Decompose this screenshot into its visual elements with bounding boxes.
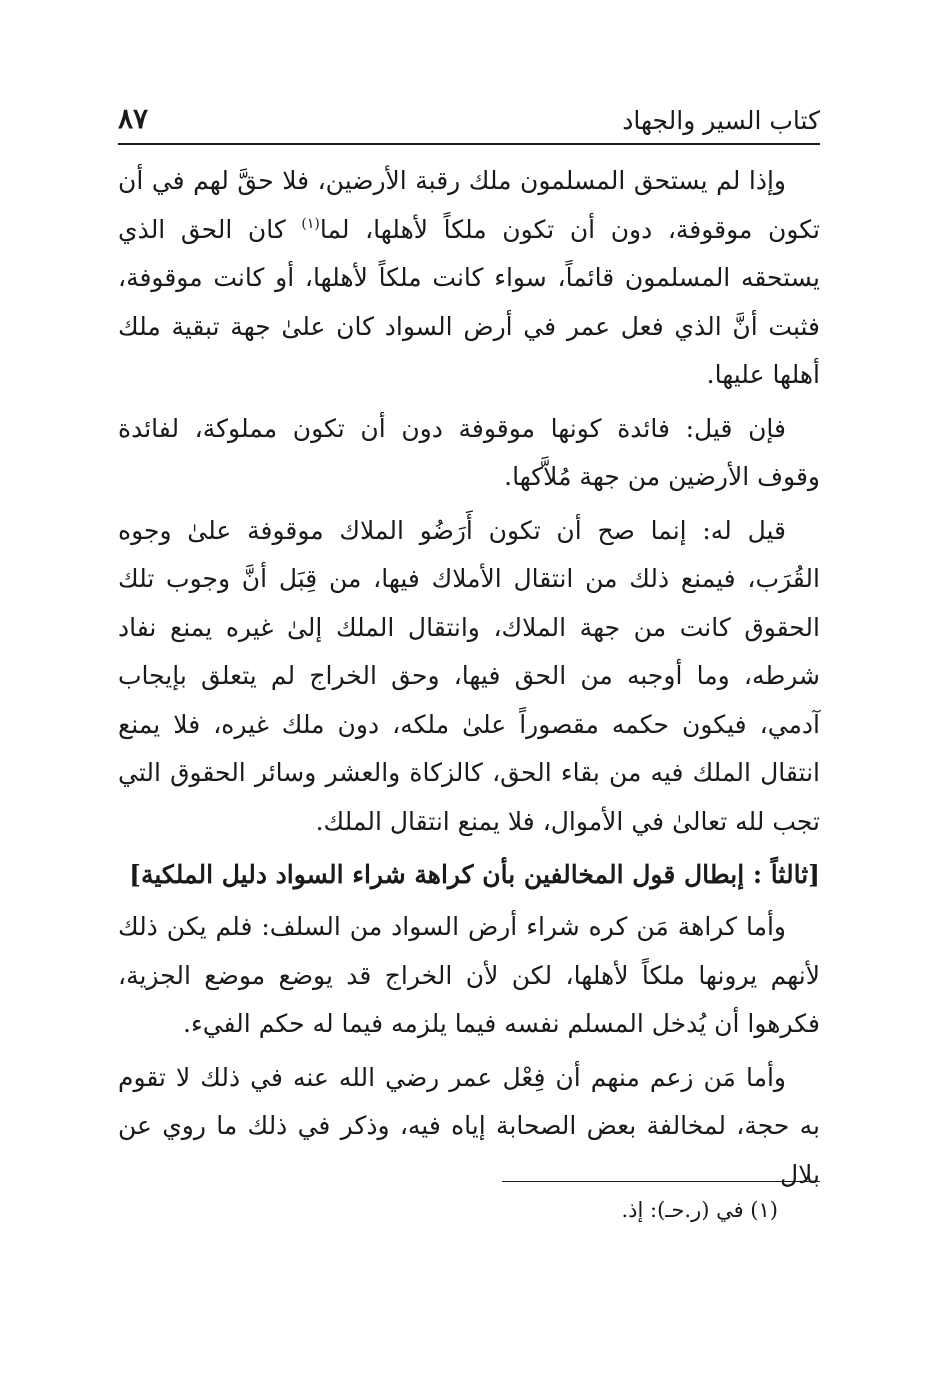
paragraph-1 [118,157,820,400]
page-number: ٨٧ [118,102,149,135]
footnote-reference: (١) [301,215,320,232]
section-heading-text: إبطال قول المخالفين بأن كراهة شراء السواد دليل الملكية] [129,860,745,889]
footnote-separator [502,1181,820,1182]
paragraph-1-text-b: كان الحق الذي يستحقه المسلمون قائماً، سواء كانت ملكاً لأهلها، أو كانت موقوفة، فثبت أنَّ الذي فعل عمر في أرض السواد كان علىٰ جهة تبقية ملك أهلها عليها. [118,214,820,389]
paragraph-2: فإن قيل: فائدة كونها موقوفة دون أن تكون مملوكة، لفائدة وقوف الأرضين من جهة مُلاَّكها. [118,413,820,491]
paragraph-4: وأما كراهة مَن كره شراء أرض السواد من السلف: فلم يكن ذلك لأنهم يرونها ملكاً لأهلها، لكن لأن الخراج قد يوضع موضع الجزية، فكرهوا أن يُدخل المسلم نفسه فيما يلزمه فيما له حكم الفيء. [118,912,820,1038]
footnote-1: (١) في (ر.حـ): إذ. [621,1198,778,1222]
section-heading [118,851,820,899]
header-rule [118,143,820,145]
paragraph-1-text-a: وإذا لم يستحق المسلمون ملك رقبة الأرضين، فلا حقَّ لهم في أن تكون موقوفة، دون أن تكون ملكاً لأهلها، لما [118,166,821,244]
section-heading-number: [ثالثاً : [744,860,820,889]
paragraph-3: قيل له: إنما صح أن تكون أَرَضُو الملاك موقوفة علىٰ وجوه القُرَب، فيمنع ذلك من انتقال الأملاك فيها، من قِبَل أنَّ وجوب تلك الحقوق كانت من جهة الملاك، وانتقال الملك إلىٰ غيره يمنع نفاد شرطه، وما أوجبه من الحق فيها، وحق الخراج لم يتعلق بإيجاب آدمي، فيكون حكمه مقصوراً علىٰ ملكه، دون ملك غيره، فلا يمنع انتقال الملك فيه من بقاء الحق، كالزكاة والعشر وسائر الحقوق التي تجب لله تعالىٰ في الأموال، فلا يمنع انتقال الملك. [118,515,821,836]
page-header [118,88,820,143]
paragraph-5: وأما مَن زعم منهم أن فِعْل عمر رضي الله عنه في ذلك لا تقوم به حجة، لمخالفة بعض الصحابة إياه فيه، وذكر في ذلك ما روي عن بلال [118,1062,820,1189]
running-title: كتاب السير والجهاد [622,106,820,135]
document-page [118,88,820,1288]
